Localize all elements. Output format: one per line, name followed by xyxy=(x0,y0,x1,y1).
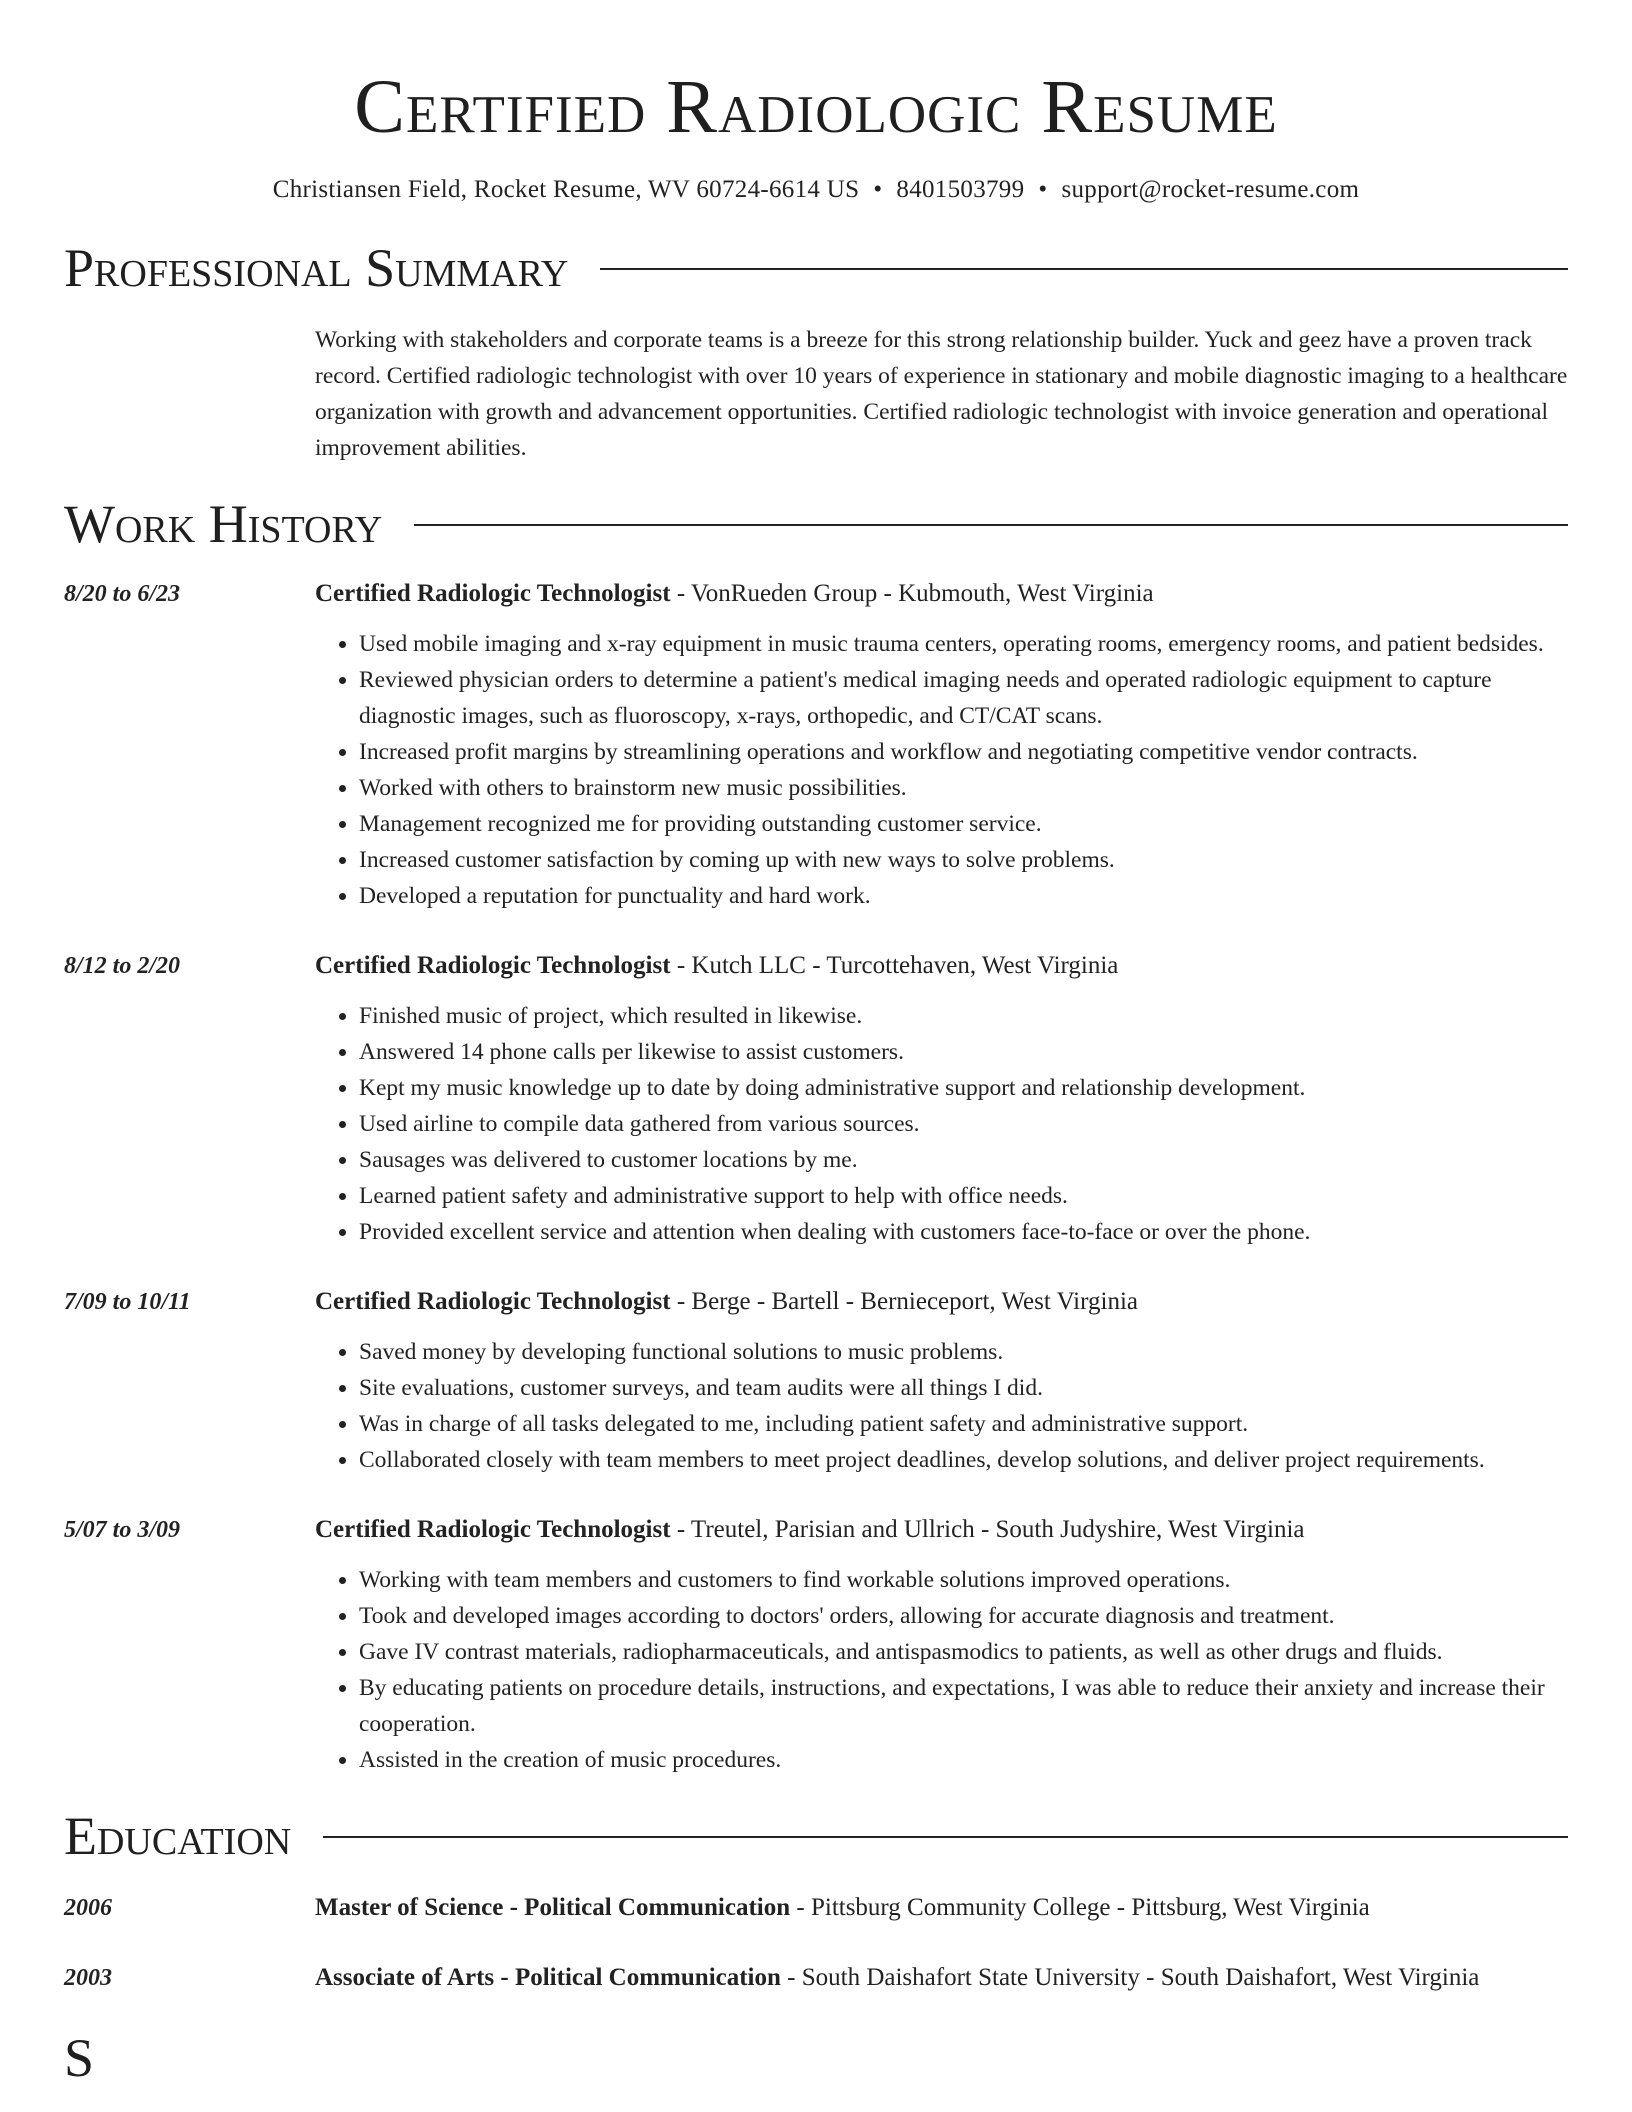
degree-title: Master of Science - Political Communication xyxy=(315,1894,791,1921)
job-bullet: • Used mobile imaging and x-ray equipment in music trauma centers, operating rooms, emergency rooms, and patient bedsides. xyxy=(359,626,1568,662)
contact-separator: • xyxy=(1038,176,1048,203)
education-heading-line xyxy=(315,1960,1568,1996)
contact-separator: • xyxy=(873,176,883,203)
work-entry xyxy=(64,1284,1568,1478)
job-bullet-list xyxy=(315,998,1568,1250)
job-company-location: - Treutel, Parisian and Ullrich - South Judyshire, West Virginia xyxy=(670,1516,1305,1543)
job-company-location: - VonRueden Group - Kubmouth, West Virginia xyxy=(670,580,1154,607)
work-dates: 7/09 to 10/11 xyxy=(64,1289,191,1315)
work-entry-body xyxy=(315,948,1568,1250)
job-bullet: • Developed a reputation for punctuality and hard work. xyxy=(359,878,1568,914)
degree-title: Associate of Arts - Political Communication xyxy=(315,1964,781,1991)
job-bullet: • Saved money by developing functional solutions to music problems. xyxy=(359,1334,1568,1370)
contact-address: Christiansen Field, Rocket Resume, WV 60724-6614 US xyxy=(272,176,860,203)
education-list xyxy=(64,1890,1568,1996)
work-dates: 8/20 to 6/23 xyxy=(64,581,181,607)
summary-section-header xyxy=(64,236,1568,300)
job-bullet: • Management recognized me for providing outstanding customer service. xyxy=(359,806,1568,842)
job-bullet: • By educating patients on procedure details, instructions, and expectations, I was able to reduce their anxiety and increase their cooperation. xyxy=(359,1670,1568,1742)
job-bullet: • Finished music of project, which resulted in likewise. xyxy=(359,998,1568,1034)
job-company-location: - Berge - Bartell - Bernieceport, West Virginia xyxy=(670,1288,1138,1315)
education-entry xyxy=(64,1960,1568,1996)
work-entry-body xyxy=(315,576,1568,914)
contact-line xyxy=(64,174,1568,206)
job-bullet-list xyxy=(315,1334,1568,1478)
education-year: 2003 xyxy=(64,1965,112,1991)
work-history-list xyxy=(64,576,1568,1778)
resume-page xyxy=(64,0,1568,2090)
education-section-header xyxy=(64,1804,1568,1868)
school-location: - South Daishafort State University - South Daishafort, West Virginia xyxy=(780,1964,1480,1991)
work-entry xyxy=(64,576,1568,914)
job-bullet: • Provided excellent service and attention when dealing with customers face-to-face or over the phone. xyxy=(359,1214,1568,1250)
summary-heading: Professional Summary xyxy=(64,238,569,298)
education-year: 2006 xyxy=(64,1895,112,1921)
job-bullet: • Collaborated closely with team members to meet project deadlines, develop solutions, and deliver project requirements. xyxy=(359,1442,1568,1478)
summary-text: Working with stakeholders and corporate teams is a breeze for this strong relationship builder. Yuck and geez have a proven track record. Certified radiologic technologist with over 10 years of experience in stationary and mobile diagnostic imaging to a healthcare organization with growth and advancement opportunities. Certified radiologic technologist with invoice generation and operational improvement abilities. xyxy=(315,327,1568,461)
work-entry xyxy=(64,948,1568,1250)
work-heading-line xyxy=(315,576,1568,612)
job-bullet-list xyxy=(315,1562,1568,1778)
work-heading: Work History xyxy=(64,494,383,554)
resume-title: Certified Radiologic Resume xyxy=(354,65,1278,149)
job-title: Certified Radiologic Technologist xyxy=(315,1516,671,1543)
job-bullet-list xyxy=(315,626,1568,914)
section-divider xyxy=(323,1836,1568,1838)
job-bullet: • Worked with others to brainstorm new music possibilities. xyxy=(359,770,1568,806)
job-company-location: - Kutch LLC - Turcottehaven, West Virginia xyxy=(670,952,1119,979)
job-bullet: • Increased profit margins by streamlining operations and workflow and negotiating competitive vendor contracts. xyxy=(359,734,1568,770)
contact-phone: 8401503799 xyxy=(896,176,1025,203)
job-bullet: • Site evaluations, customer surveys, and team audits were all things I did. xyxy=(359,1370,1568,1406)
job-bullet: • Kept my music knowledge up to date by doing administrative support and relationship development. xyxy=(359,1070,1568,1106)
next-section-heading-partial: S xyxy=(64,2028,95,2088)
section-divider xyxy=(414,524,1568,526)
job-title: Certified Radiologic Technologist xyxy=(315,952,671,979)
job-bullet: • Gave IV contrast materials, radiopharmaceuticals, and antispasmodics to patients, as well as other drugs and fluids. xyxy=(359,1634,1568,1670)
work-heading-line xyxy=(315,1512,1568,1548)
work-entry-body xyxy=(315,1284,1568,1478)
job-bullet: • Answered 14 phone calls per likewise to assist customers. xyxy=(359,1034,1568,1070)
job-title: Certified Radiologic Technologist xyxy=(315,1288,671,1315)
job-title: Certified Radiologic Technologist xyxy=(315,580,671,607)
work-dates: 5/07 to 3/09 xyxy=(64,1517,181,1543)
education-entry-body xyxy=(315,1890,1568,1926)
work-dates: 8/12 to 2/20 xyxy=(64,953,181,979)
work-section-header xyxy=(64,492,1568,556)
school-location: - Pittsburg Community College - Pittsburg, West Virginia xyxy=(790,1894,1370,1921)
work-heading-line xyxy=(315,948,1568,984)
job-bullet: • Took and developed images according to doctors' orders, allowing for accurate diagnosis and treatment. xyxy=(359,1598,1568,1634)
job-bullet: • Was in charge of all tasks delegated to me, including patient safety and administrative support. xyxy=(359,1406,1568,1442)
job-bullet: • Working with team members and customers to find workable solutions improved operations. xyxy=(359,1562,1568,1598)
job-bullet: • Reviewed physician orders to determine a patient's medical imaging needs and operated radiologic equipment to capture diagnostic images, such as fluoroscopy, x-rays, orthopedic, and CT/CAT scans. xyxy=(359,662,1568,734)
education-heading-line xyxy=(315,1890,1568,1926)
section-divider xyxy=(600,268,1568,270)
work-heading-line xyxy=(315,1284,1568,1320)
job-bullet: • Sausages was delivered to customer locations by me. xyxy=(359,1142,1568,1178)
job-bullet: • Increased customer satisfaction by coming up with new ways to solve problems. xyxy=(359,842,1568,878)
job-bullet: • Assisted in the creation of music procedures. xyxy=(359,1742,1568,1778)
work-entry xyxy=(64,1512,1568,1778)
job-bullet: • Learned patient safety and administrative support to help with office needs. xyxy=(359,1178,1568,1214)
contact-email[interactable]: support@rocket-resume.com xyxy=(1061,176,1360,203)
education-entry xyxy=(64,1890,1568,1926)
work-entry-body xyxy=(315,1512,1568,1778)
education-entry-body xyxy=(315,1960,1568,1996)
job-bullet: • Used airline to compile data gathered from various sources. xyxy=(359,1106,1568,1142)
education-heading: Education xyxy=(64,1806,292,1866)
